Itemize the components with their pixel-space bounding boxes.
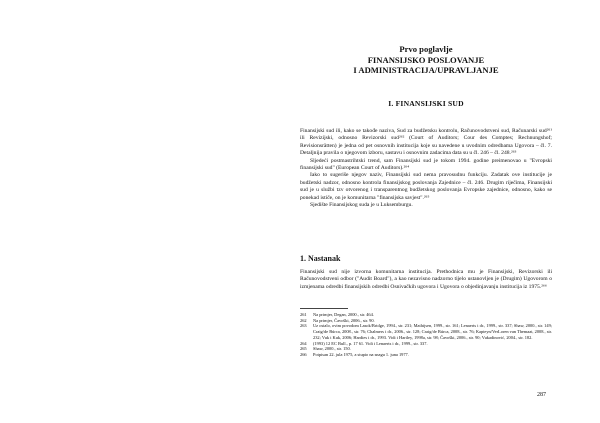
chapter-title-line-2: I ADMINISTRACIJA/UPRAVLJANJE — [353, 65, 499, 76]
footnote-text: Uz ostalo, ovim povodom Lasok/Bridge, 1994., str. 231; Mathijsen, 1999., str. 161; Lenaerts i dr., 1999., str. 337; Shaw, 2000., str. 149; Craig/de Búrca, 2008., str. 76; Chalmers i dr., 2006., str. 128; Craig/de Búrca, 2008., str. 76; Kapteyn/VerLoren van Themaat, 2008., str. 232; Vuk i Kuk, 2006; Hardies i dr., 1993. Vidi i Hartley, 1998a, str. 98; Čavoški, 2006., str. 90; Vukadinović, 2004., str. 182. — [313, 323, 552, 340]
footnote-number: 262 — [300, 317, 307, 323]
footnote-text: Potpisan 22. jula 1975, a stupio na snagu 1. juna 1977. — [313, 351, 409, 357]
footnote-number: 266 — [300, 351, 307, 357]
subheading: 1. Nastanak — [300, 254, 341, 263]
chapter-label: Prvo poglavlje — [399, 44, 453, 54]
footnote-number: 261 — [300, 312, 307, 317]
footnote-text: Na primjer, Degan, 2000., str. 464. — [313, 312, 374, 317]
section-heading: I. FINANSIJSKI SUD — [388, 99, 464, 108]
chapter-title — [300, 44, 552, 76]
footnote-text: (1993) 12 EC Bull., p. 17 61. Vidi i Lenaerts i dr., 1999., str. 337. — [313, 340, 428, 346]
body-text-2 — [300, 269, 552, 291]
footnote — [300, 352, 552, 358]
footnote-number: 263 — [300, 323, 307, 329]
paragraph: Iako to sugeriše njegov naziv, Finansijski sud nema pravosudnu funkciju. Zadatak ove institucije je budžetski nadzor, odnosno kontrola finansijskog poslovanja Zajednice – čl. 246. Drugim riječima, Finansijski sud je u službi tzv otvorenog i transparentnog budžetskog poslovanja Evropske zajednice, odnosno, kako se ponekad ističe, on je komunitarna "finansijska savjest".²⁶⁵ — [300, 172, 552, 201]
footnote-text: Na primjer, Čavoški, 2006., str. 90. — [313, 317, 375, 323]
footnote-number: 265 — [300, 346, 307, 352]
paragraph: Finansijski sud ili, kako se takođe naziva, Sud za budžetsku kontrolu, Računovodstveni sud, Računarski sud²⁶¹ ili Revizijski, odnosno Revizorski sud²⁶² (Court of Auditors; Cour des Comptes; Rechnungshof; Revisionsrätten) je jedna od pet osnovnih institucija koje su navedene u uvodnim odredbama Ugovora – čl. 7. Detaljnija pravila o njegovom izboru, sastavu i osnovnim zadacima data su u čl. 246 – čl. 248.²⁶³ — [300, 128, 552, 157]
footnote-number: 264 — [300, 340, 307, 346]
paragraph: Sjedište Finansijskog suda je u Luksemburgu. — [310, 202, 413, 209]
footnotes — [300, 312, 552, 358]
footnote — [300, 323, 552, 340]
footnote-text: Shaw, 2000., str. 150. — [313, 346, 351, 352]
page-number: 287 — [537, 392, 546, 398]
footnote-divider — [300, 308, 348, 309]
paragraph: Finansijski sud nije izvorna komunitarna institucija. Prethodnica mu je Finansijski, Revizorski ili Računovodstveni odbor ("Audit Board"), a kao nezavisno nadzorno tijelo ustanovljen je (Drugim) Ugovorom o izmjenama odredbi finansijskih odredbi Osnivačkih ugovora i Ugovora o objedinjavanju institucija iz 1975.²⁶⁶ — [300, 269, 552, 290]
paragraph: Sljedeći postmastrihtski trend, sam Finansijski sud je tokom 1994. godine preimenovao u "Evropski finansijski sud" (European Court of Auditors).²⁶⁴ — [300, 157, 552, 172]
chapter-title-line-1: FINANSIJSKO POSLOVANJE — [367, 54, 485, 65]
body-text — [300, 128, 552, 209]
